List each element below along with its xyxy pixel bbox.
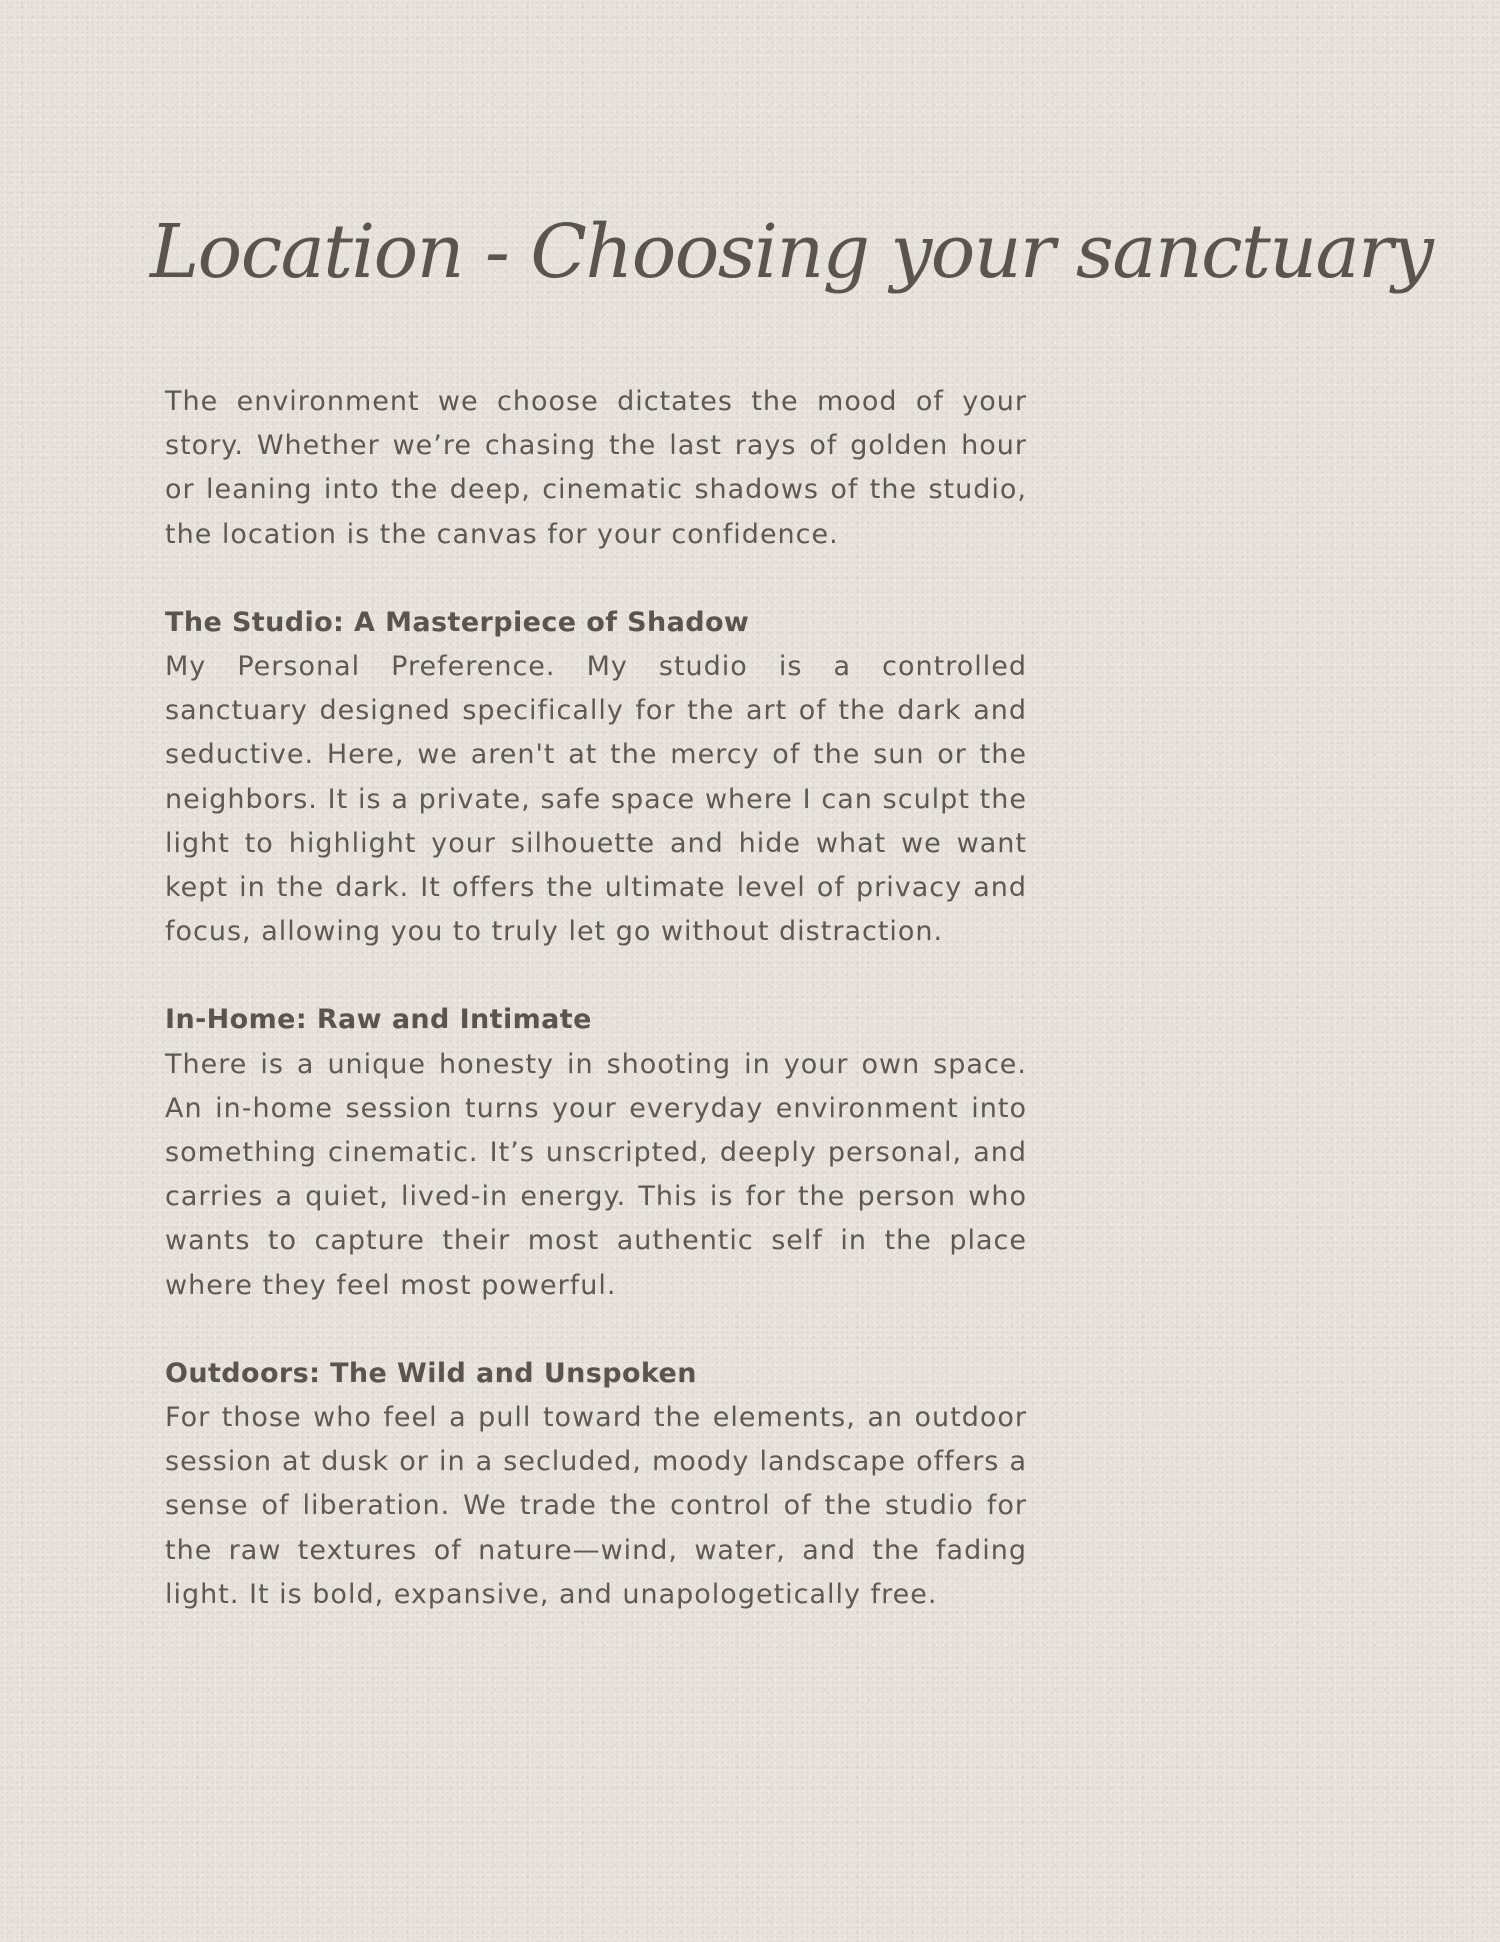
- section-in-home: [165, 998, 1027, 1307]
- intro-paragraph: The environment we choose dictates the mood of your story. Whether we’re chasing the last rays of golden hour or leaning into the deep, cinematic shadows of the studio, the location is the canvas for your confidence.: [165, 386, 1027, 550]
- section-body: For those who feel a pull toward the elements, an outdoor session at dusk or in a secluded, moody landscape offers a sense of liberation. We trade the control of the studio for the raw textures of nature—wind, water, and the fading light. It is bold, expansive, and unapologetically free.: [165, 1402, 1027, 1610]
- section-body: There is a unique honesty in shooting in your own space. An in-home session turns your everyday environment into something cinematic. It’s unscripted, deeply personal, and carries a quiet, lived-in energy. This is for the person who wants to capture their most authentic self in the place where they feel most powerful.: [165, 1048, 1027, 1301]
- section-studio: [165, 601, 1027, 955]
- content-column: [165, 380, 1027, 1617]
- section-heading: In-Home: Raw and Intimate: [165, 1004, 592, 1036]
- section-heading: Outdoors: The Wild and Unspoken: [165, 1357, 697, 1389]
- section-heading: The Studio: A Masterpiece of Shadow: [165, 606, 750, 638]
- section-outdoors: [165, 1352, 1027, 1617]
- section-body: My Personal Preference. My studio is a controlled sanctuary designed specifically for the art of the dark and seductive. Here, we aren't at the mercy of the sun or the neighbors. It is a private, safe space where I can sculpt the light to highlight your silhouette and hide what we want kept in the dark. It offers the ultimate level of privacy and focus, allowing you to truly let go without distraction.: [165, 651, 1027, 948]
- page-title: Location - Choosing your sanctuary: [150, 209, 1433, 295]
